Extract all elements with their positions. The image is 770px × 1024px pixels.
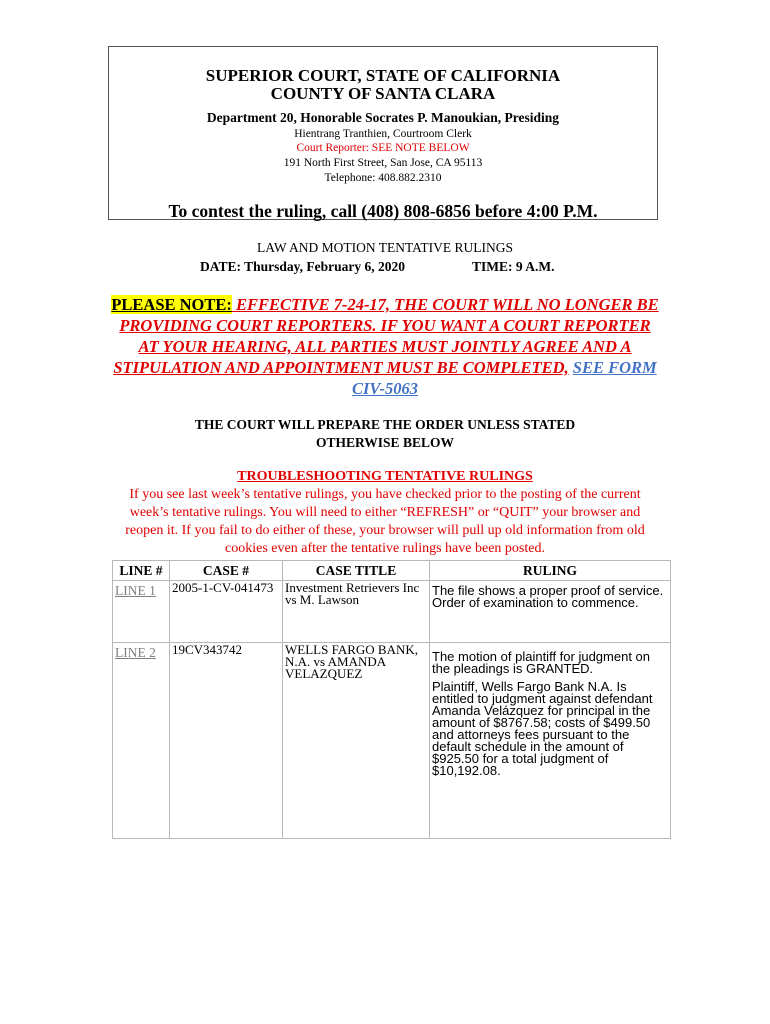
court-header-box xyxy=(108,46,658,220)
line-1-link[interactable]: LINE 1 xyxy=(115,583,156,598)
tentative-rulings-table xyxy=(112,560,671,839)
court-name: SUPERIOR COURT, STATE OF CALIFORNIA xyxy=(205,66,561,85)
county-name: COUNTY OF SANTA CLARA xyxy=(270,84,496,103)
court-telephone: Telephone: 408.882.2310 xyxy=(324,172,442,184)
case-title-cell: Investment Retrievers Inc vs M. Lawson xyxy=(283,581,430,643)
courtroom-clerk: Hientrang Tranthien, Courtroom Clerk xyxy=(294,128,472,140)
ruling-cell xyxy=(430,643,671,839)
order-statement xyxy=(0,416,770,452)
hearing-time: TIME: 9 A.M. xyxy=(472,259,555,274)
ruling-paragraph: The file shows a proper proof of service. Order of examination to commence. xyxy=(432,583,664,610)
header-line-number: LINE # xyxy=(113,561,170,581)
hearing-date: DATE: Thursday, February 6, 2020 xyxy=(200,259,406,274)
ruling-paragraph: The motion of plaintiff for judgment on the pleadings is GRANTED. xyxy=(432,649,650,676)
line-cell xyxy=(113,581,170,643)
form-civ-5063-link[interactable]: SEE FORM CIV-5063 xyxy=(351,358,657,398)
line-2-link[interactable]: LINE 2 xyxy=(115,645,156,660)
ruling-paragraph: Plaintiff, Wells Fargo Bank N.A. Is entitled to judgment against defendant Amanda Velázquez for principal in the amount of $8767.58; costs of $499.50 and attorneys fees pursuant to the default schedule in the amount of $925.50 for a total judgment of $10,192.08. xyxy=(432,679,653,778)
troubleshooting-title: TROUBLESHOOTING TENTATIVE RULINGS xyxy=(237,469,533,484)
please-note-label: PLEASE NOTE: xyxy=(111,295,232,314)
court-reporter-notice xyxy=(108,294,662,399)
header-case-number: CASE # xyxy=(170,561,283,581)
line-cell xyxy=(113,643,170,839)
header-ruling: RULING xyxy=(430,561,671,581)
contest-ruling-notice: To contest the ruling, call (408) 808-6856 before 4:00 P.M. xyxy=(168,201,598,221)
case-title-cell: WELLS FARGO BANK, N.A. vs AMANDA VELAZQUEZ xyxy=(283,643,430,839)
law-motion-title: LAW AND MOTION TENTATIVE RULINGS xyxy=(256,240,514,255)
court-address: 191 North First Street, San Jose, CA 95113 xyxy=(283,157,483,169)
order-statement-line1: THE COURT WILL PREPARE THE ORDER UNLESS STATED xyxy=(194,417,576,432)
department-line: Department 20, Honorable Socrates P. Manoukian, Presiding xyxy=(206,110,560,125)
order-statement-line2: OTHERWISE BELOW xyxy=(316,435,454,450)
troubleshooting-body: If you see last week’s tentative rulings, you have checked prior to the posting of the current week’s tentative rulings. You will need to either “REFRESH” or “QUIT” your browser and reopen it. If you fail to do either of these, your browser will pull up old information from old cookies even after the tentative rulings have been posted. xyxy=(125,487,645,556)
table-row xyxy=(113,581,671,643)
table-header-row xyxy=(113,561,671,581)
court-reporter-note: Court Reporter: SEE NOTE BELOW xyxy=(296,142,470,154)
notice-body: EFFECTIVE 7-24-17, THE COURT WILL NO LONGER BE PROVIDING COURT REPORTERS. IF YOU WANT A COURT REPORTER AT YOUR HEARING, ALL PARTIES MUST JOINTLY AGREE AND A STIPULATION AND APPOINTMENT MUST BE COMPLETED, xyxy=(113,295,659,377)
ruling-cell xyxy=(430,581,671,643)
header-case-title: CASE TITLE xyxy=(283,561,430,581)
case-number-cell: 2005-1-CV-041473 xyxy=(170,581,283,643)
case-number-cell: 19CV343742 xyxy=(170,643,283,839)
table-row xyxy=(113,643,671,839)
